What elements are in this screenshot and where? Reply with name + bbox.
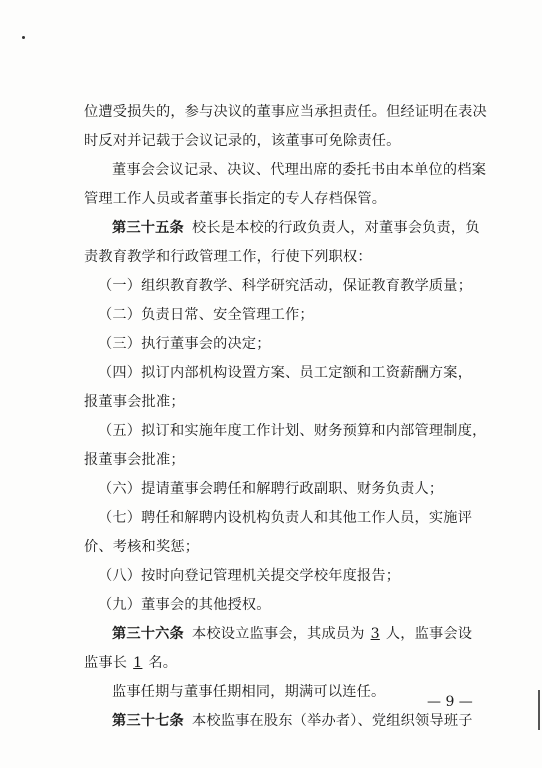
chair-count-blank: 1: [133, 655, 143, 671]
text-line: 价、考核和奖惩；: [84, 539, 200, 555]
text-line: 董事会会议记录、决议、代理出席的委托书由本单位的档案: [112, 162, 487, 178]
text-line: 报董事会批准；: [84, 394, 185, 410]
article-35-heading: 第三十五条: [112, 220, 184, 236]
members-count-blank: 3: [370, 626, 380, 642]
scan-speck: [22, 36, 25, 39]
text-line: 报董事会批准；: [84, 452, 185, 468]
list-item: （五）拟订和实施年度工作计划、财务预算和内部管理制度，: [98, 423, 487, 439]
list-item: （四）拟订内部机构设置方案、员工定额和工资薪酬方案，: [98, 365, 473, 381]
page-number: — 9 —: [427, 694, 473, 710]
text-span: 人，监事会设: [385, 626, 473, 642]
document-body: [84, 98, 492, 736]
list-item: （三）执行董事会的决定；: [98, 336, 271, 352]
text-line: 责教育教学和行政管理工作，行使下列职权：: [84, 249, 372, 265]
text-span: 校长是本校的行政负责人，对董事会负责，负: [191, 220, 480, 236]
text-line: 管理工作人员或者董事长指定的专人存档保管。: [84, 191, 387, 207]
text-span: 本校设立监事会，其成员为: [191, 626, 365, 642]
text-line: 位遭受损失的，参与决议的董事应当承担责任。但经证明在表决: [84, 104, 487, 120]
text-line: 监事任期与董事任期相同，期满可以连任。: [112, 684, 386, 700]
text-line: 时反对并记载于会议记录的，该董事可免除责任。: [84, 133, 401, 149]
text-span: 名。: [148, 655, 178, 671]
scan-edge-mark: [538, 690, 540, 730]
text-span: 监事长: [84, 655, 128, 671]
text-line: [84, 649, 492, 678]
article-35-line: [84, 214, 492, 243]
text-span: 本校监事在股东（举办者）、党组织领导班子: [191, 713, 473, 729]
article-37-line: [84, 707, 492, 736]
list-item: （八）按时向登记管理机关提交学校年度报告；: [98, 568, 401, 584]
list-item: （九）董事会的其他授权。: [98, 597, 271, 613]
article-36-heading: 第三十六条: [112, 626, 184, 642]
list-item: （一）组织教育教学、科学研究活动，保证教育教学质量；: [98, 278, 473, 294]
list-item: （七）聘任和解聘内设机构负责人和其他工作人员，实施评: [98, 510, 473, 526]
article-37-heading: 第三十七条: [112, 713, 184, 729]
list-item: （六）提请董事会聘任和解聘行政副职、财务负责人；: [98, 481, 444, 497]
list-item: （二）负责日常、安全管理工作；: [98, 307, 314, 323]
article-36-line: [84, 620, 492, 649]
